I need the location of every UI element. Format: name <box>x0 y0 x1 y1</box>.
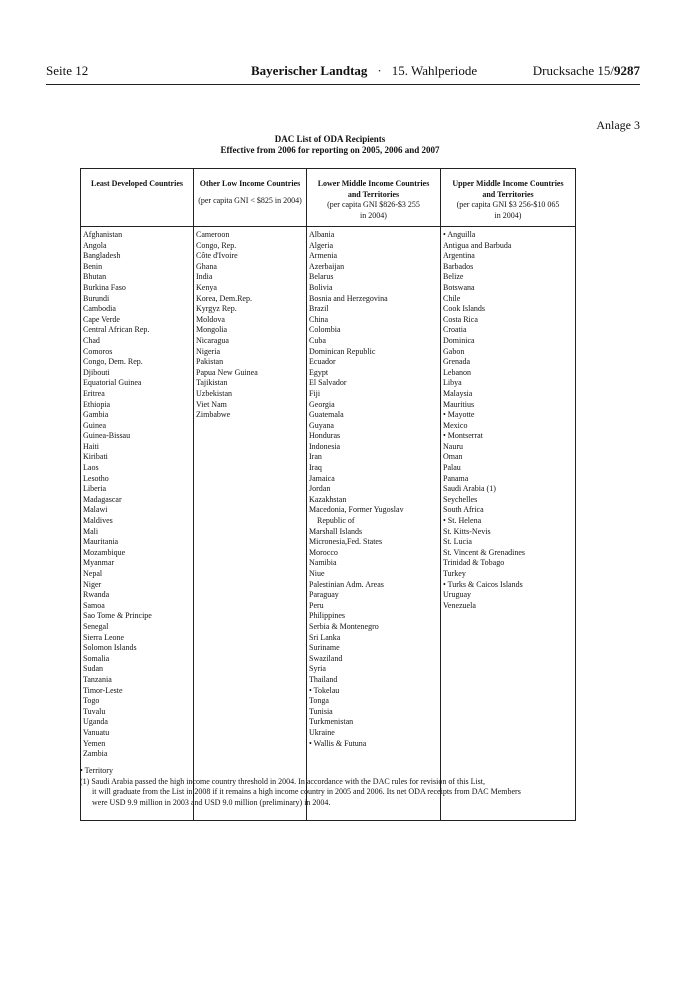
list-item: Pakistan <box>196 357 224 367</box>
list-item: Benin <box>83 261 103 271</box>
list-item: Comoros <box>83 346 113 356</box>
list-item: • Montserrat <box>443 431 483 441</box>
list-item: Rwanda <box>83 590 110 600</box>
list-item: • St. Helena <box>443 516 482 526</box>
list-item: Cape Verde <box>83 314 120 324</box>
list-item: Laos <box>83 463 99 473</box>
footnote-1-line-2: it will graduate from the List in 2008 if it remains a high income country in 2005 and 2006. Its net ODA receipts from DAC Members <box>92 787 521 797</box>
list-item: Macedonia, Former Yugoslav <box>309 505 404 515</box>
list-item: Guyana <box>309 420 334 430</box>
legislative-period: 15. Wahlperiode <box>391 63 478 78</box>
header-note-2: in 2004) <box>360 210 387 220</box>
list-item: Micronesia,Fed. States <box>309 537 383 547</box>
list-item: India <box>196 272 213 282</box>
list-item: Sao Tome & Principe <box>83 611 152 621</box>
list-item: Viet Nam <box>196 399 227 409</box>
list-item: Philippines <box>309 611 346 621</box>
list-item: Costa Rica <box>443 314 478 324</box>
footnote-territory: • Territory <box>80 766 113 775</box>
title-line-2: Effective from 2006 for reporting on 2005, 2006 and 2007 <box>220 145 440 155</box>
list-item: Serbia & Montenegro <box>309 621 379 631</box>
list-item: Egypt <box>309 367 329 377</box>
list-item: Tunisia <box>309 706 333 716</box>
list-item: Vanuatu <box>83 727 110 737</box>
list-item: Lesotho <box>83 473 109 483</box>
list-item: Gabon <box>443 346 465 356</box>
list-title <box>0 134 660 156</box>
table-body-row <box>81 227 576 821</box>
list-item: Somalia <box>83 653 110 663</box>
header-title-2: and Territories <box>347 189 400 199</box>
list-item: Jordan <box>309 484 331 494</box>
list-item: Grenada <box>443 357 471 367</box>
list-item: Niger <box>83 579 102 589</box>
list-item: Kyrgyz Rep. <box>196 304 237 314</box>
list-item: Nauru <box>443 441 463 451</box>
list-item: Chad <box>83 335 100 345</box>
list-item: Equatorial Guinea <box>83 378 142 388</box>
header-title: Lower Middle Income Countries <box>317 179 430 188</box>
list-item: Croatia <box>443 325 467 335</box>
list-item: Mongolia <box>196 325 228 335</box>
list-item: Morocco <box>309 547 338 557</box>
list-item: Namibia <box>309 558 337 568</box>
list-item: Haiti <box>83 441 99 451</box>
list-item: South Africa <box>443 505 484 515</box>
list-item: Cambodia <box>83 304 116 314</box>
list-item: Côte d'Ivoire <box>196 251 238 261</box>
list-item: • Anguilla <box>443 230 476 239</box>
list-item: • Tokelau <box>309 685 340 695</box>
list-item: Cuba <box>309 335 326 345</box>
list-item: Syria <box>309 664 326 674</box>
list-item: Myanmar <box>83 558 115 568</box>
list-item: Nicaragua <box>196 335 229 345</box>
header-lower-middle-income <box>307 169 441 227</box>
column-least-developed <box>81 227 194 821</box>
list-item: Bhutan <box>83 272 107 282</box>
list-item: Yemen <box>83 738 106 748</box>
list-item: Maldives <box>83 516 113 526</box>
header-other-low-income <box>194 169 307 227</box>
footnote-1-line-3: were USD 9.9 million in 2003 and USD 9.0 million (preliminary) in 2004. <box>92 797 331 807</box>
list-item: Bolivia <box>309 282 333 292</box>
list-item: Palestinian Adm. Areas <box>309 579 384 589</box>
list-item: Central African Rep. <box>83 325 150 335</box>
list-item: Ghana <box>196 261 217 271</box>
column-upper-middle-income <box>441 227 576 821</box>
list-item: Iraq <box>309 463 322 473</box>
list-item: Mexico <box>443 420 468 430</box>
header-note: (per capita GNI $3 256-$10 065 <box>456 200 560 210</box>
header-title-2: and Territories <box>482 189 534 199</box>
document-number <box>533 64 640 78</box>
list-item: Libya <box>443 378 462 388</box>
list-item: El Salvador <box>309 378 347 388</box>
list-item: Kenya <box>196 282 217 292</box>
header-upper-middle-income <box>441 169 576 227</box>
list-item: Seychelles <box>443 494 478 504</box>
list-item: Guinea <box>83 420 107 430</box>
list-item: Zambia <box>83 749 108 759</box>
list-item: Republic of <box>317 516 355 526</box>
header-title: Upper Middle Income Countries <box>452 179 564 188</box>
list-item: Peru <box>309 600 324 610</box>
list-item: Fiji <box>309 388 321 398</box>
list-item: Uruguay <box>443 590 471 600</box>
header-center <box>251 64 477 78</box>
list-item: Thailand <box>309 674 338 684</box>
table-header-row <box>81 169 576 227</box>
footnote-1-line-1: (1) Saudi Arabia passed the high income country threshold in 2004. In accordance with the DAC rules for revision of this List, <box>80 776 486 786</box>
list-item: Mali <box>83 526 99 536</box>
list-item: Tajikistan <box>196 378 228 388</box>
list-item: Saudi Arabia (1) <box>443 484 496 494</box>
list-item: Liberia <box>83 484 107 494</box>
list-item: Turkey <box>443 569 466 578</box>
list-item: Swaziland <box>309 653 343 663</box>
list-item: Kazakhstan <box>309 494 347 504</box>
list-item: Belize <box>443 272 464 282</box>
list-item: Venezuela <box>443 600 476 610</box>
list-item: Honduras <box>309 431 341 441</box>
list-item: Panama <box>443 473 469 483</box>
list-item: Djibouti <box>83 367 110 377</box>
list-item: Cook Islands <box>443 304 485 314</box>
header-separator: · <box>377 63 382 78</box>
header-note: (per capita GNI < $825 in 2004) <box>198 195 302 205</box>
page-number: Seite 12 <box>46 63 89 78</box>
list-item: Burkina Faso <box>83 282 126 292</box>
list-item: Sudan <box>83 664 103 674</box>
list-item: Bangladesh <box>83 251 121 261</box>
title-line-1: DAC List of ODA Recipients <box>274 134 386 144</box>
list-item: Solomon Islands <box>83 643 137 653</box>
list-item: China <box>309 314 329 324</box>
list-item: Guatemala <box>309 410 344 420</box>
list-item: Papua New Guinea <box>196 367 258 377</box>
list-item: • Wallis & Futuna <box>309 738 367 748</box>
list-item: Uganda <box>83 717 108 727</box>
list-item: Mauritania <box>83 537 119 547</box>
header-note: (per capita GNI $826-$3 255 <box>327 200 420 210</box>
header-title: Least Developed Countries <box>91 179 183 188</box>
list-item: Oman <box>443 452 463 462</box>
list-item: Turkmenistan <box>309 717 354 727</box>
list-item: Chile <box>443 293 461 303</box>
list-item: Trinidad & Tobago <box>443 558 505 568</box>
list-item: Belarus <box>309 272 334 282</box>
list-item: Togo <box>83 696 100 706</box>
list-item: Jamaica <box>309 473 335 483</box>
list-item: Argentina <box>443 251 475 261</box>
list-item: Dominican Republic <box>309 346 376 356</box>
list-item: Korea, Dem.Rep. <box>196 293 252 303</box>
list-item: Gambia <box>83 410 109 420</box>
list-item: Uzbekistan <box>196 388 232 398</box>
list-item: Ethiopia <box>83 399 111 409</box>
list-item: Brazil <box>309 304 329 314</box>
country-list <box>309 230 438 749</box>
list-item: Marshall Islands <box>309 526 363 536</box>
list-item: Timor-Leste <box>83 685 123 695</box>
document-id: 9287 <box>614 63 640 78</box>
list-item: Sri Lanka <box>309 632 341 642</box>
country-list <box>196 230 304 421</box>
country-list <box>83 230 191 760</box>
list-item: • Turks & Caicos Islands <box>443 579 523 589</box>
annex-label: Anlage 3 <box>596 118 640 132</box>
list-item: St. Vincent & Grenadines <box>443 547 526 557</box>
list-item: Paraguay <box>309 590 339 600</box>
list-item: Niue <box>309 569 325 578</box>
list-item: • Mayotte <box>443 410 475 420</box>
list-item: Senegal <box>83 621 109 631</box>
list-item: Cameroon <box>196 230 230 239</box>
list-item: Albania <box>309 230 335 239</box>
list-item: Nepal <box>83 569 103 578</box>
country-list <box>443 230 573 611</box>
list-item: Sierra Leone <box>83 632 125 642</box>
list-item: Congo, Rep. <box>196 240 237 250</box>
footnotes <box>80 766 600 808</box>
list-item: Palau <box>443 463 461 473</box>
list-item: Ecuador <box>309 357 336 367</box>
list-item: Malawi <box>83 505 108 515</box>
list-item: Guinea-Bissau <box>83 431 131 441</box>
oda-recipients-table <box>80 168 576 821</box>
list-item: Angola <box>83 240 107 250</box>
list-item: Algeria <box>309 240 333 250</box>
list-item: Tanzania <box>83 674 112 684</box>
list-item: Armenia <box>309 251 337 261</box>
column-other-low-income <box>194 227 307 821</box>
list-item: St. Lucia <box>443 537 472 547</box>
list-item: Barbados <box>443 261 474 271</box>
list-item: Burundi <box>83 293 110 303</box>
list-item: Madagascar <box>83 494 122 504</box>
list-item: Nigeria <box>196 346 220 356</box>
header-title: Other Low Income Countries <box>199 179 301 188</box>
list-item: Dominica <box>443 335 475 345</box>
list-item: Tonga <box>309 696 329 706</box>
list-item: Tuvalu <box>83 706 106 716</box>
list-item: Indonesia <box>309 441 341 451</box>
list-item: Zimbabwe <box>196 410 231 420</box>
list-item: St. Kitts-Nevis <box>443 526 491 536</box>
list-item: Suriname <box>309 643 340 653</box>
document-prefix: Drucksache 15/ <box>532 63 614 78</box>
list-item: Lebanon <box>443 367 471 377</box>
list-item: Afghanistan <box>83 230 123 239</box>
list-item: Antigua and Barbuda <box>443 240 512 250</box>
list-item: Botswana <box>443 282 475 292</box>
list-item: Eritrea <box>83 388 105 398</box>
list-item: Ukraine <box>309 727 335 737</box>
list-item: Iran <box>309 452 322 462</box>
list-item: Congo, Dem. Rep. <box>83 357 143 367</box>
list-item: Malaysia <box>443 388 473 398</box>
list-item: Colombia <box>309 325 341 335</box>
list-item: Moldova <box>196 314 225 324</box>
column-lower-middle-income <box>307 227 441 821</box>
header-least-developed <box>81 169 194 227</box>
list-item: Mozambique <box>83 547 126 557</box>
list-item: Bosnia and Herzegovina <box>309 293 388 303</box>
list-item: Azerbaijan <box>309 261 345 271</box>
list-item: Georgia <box>309 399 335 409</box>
parliament-name: Bayerischer Landtag <box>251 63 368 78</box>
header-note-2: in 2004) <box>494 210 522 220</box>
list-item: Kiribati <box>83 452 108 462</box>
page-header <box>46 64 640 85</box>
list-item: Mauritius <box>443 399 475 409</box>
list-item: Samoa <box>83 600 105 610</box>
